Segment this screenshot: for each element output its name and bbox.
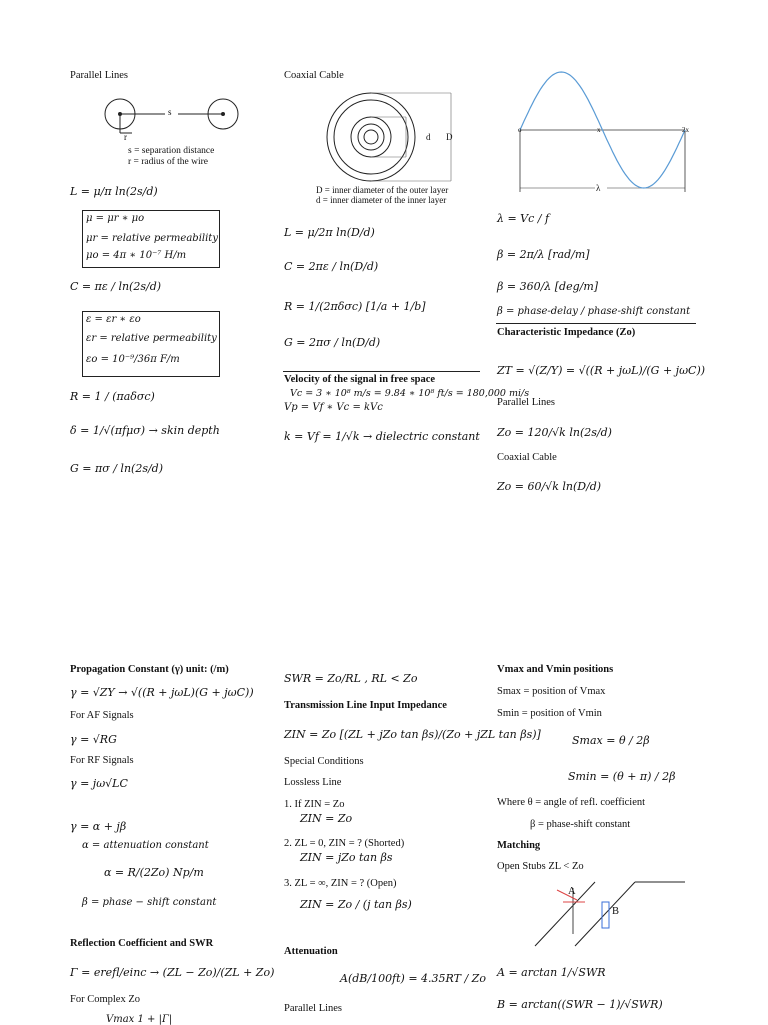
inductance-parallel-formula: L = μ/π ln(2s/d) bbox=[70, 185, 158, 198]
velocity-factor-formula: k = Vf = 1/√k → dielectric constant bbox=[284, 430, 480, 443]
open-stubs-label: Open Stubs ZL < Zo bbox=[497, 861, 584, 872]
swr-formula: SWR = Zo/RL , RL < Zo bbox=[284, 672, 418, 685]
matching-heading: Matching bbox=[497, 840, 541, 851]
rf-gamma-formula: γ = jω√LC bbox=[70, 777, 128, 790]
case-1-condition: 1. If ZIN = Zo bbox=[284, 799, 345, 810]
attenuation-heading: Attenuation bbox=[284, 946, 338, 957]
radius-definition: r = radius of the wire bbox=[128, 157, 209, 167]
attenuation-formula: A(dB/100ft) = 4.35RT / Zo bbox=[340, 972, 486, 985]
gamma-split-formula: γ = α + jβ bbox=[70, 820, 127, 833]
section-divider-col3 bbox=[496, 323, 696, 324]
eps-definition: ε = εr ∗ εo bbox=[86, 314, 141, 325]
propagation-constant-heading: Propagation Constant (γ) unit: (/m) bbox=[70, 664, 229, 675]
mu-o-definition: μo = 4π ∗ 10⁻⁷ H/m bbox=[86, 250, 187, 261]
inductance-coax-formula: L = μ/2π ln(D/d) bbox=[284, 226, 375, 239]
gamma-formula: γ = √ZY → √((R + jωL)(G + jωC)) bbox=[70, 686, 254, 699]
phase-velocity-formula: Vp = Vf ∗ Vc = kVc bbox=[284, 402, 383, 413]
outer-diameter-definition: D = inner diameter of the outer layer bbox=[316, 185, 449, 195]
sine-wave-figure bbox=[515, 68, 705, 198]
special-conditions-label: Special Conditions bbox=[284, 756, 364, 767]
characteristic-impedance-formula: ZT = √(Z/Y) = √((R + jωL)/(G + jωC)) bbox=[497, 364, 706, 377]
complex-zo-label: For Complex Zo bbox=[70, 994, 140, 1005]
inner-d-label: d bbox=[426, 132, 431, 142]
eps-o-definition: εo = 10⁻⁹/36π F/m bbox=[86, 354, 180, 365]
smax-formula: Smax = θ / 2β bbox=[572, 734, 650, 747]
lossless-line-label: Lossless Line bbox=[284, 777, 342, 788]
alpha-formula: α = R/(2Zo) Np/m bbox=[104, 866, 204, 879]
smin-definition: Smin = position of Vmin bbox=[497, 708, 602, 719]
stub-B-label: B bbox=[612, 906, 620, 917]
mu-r-definition: μr = relative permeability bbox=[86, 233, 218, 244]
smax-definition: Smax = position of Vmax bbox=[497, 686, 606, 697]
smin-formula: Smin = (θ + π) / 2β bbox=[568, 770, 676, 783]
wavelength-formula: λ = Vc / f bbox=[497, 212, 550, 225]
wave-half-label: x bbox=[597, 126, 601, 134]
section-divider bbox=[283, 371, 480, 372]
stub-A-formula: A = arctan 1/√SWR bbox=[497, 966, 606, 979]
rf-signals-label: For RF Signals bbox=[70, 755, 134, 766]
beta-definition: β = phase − shift constant bbox=[82, 897, 217, 908]
permeability-box bbox=[82, 210, 220, 268]
parallel-lines-label-col3: Parallel Lines bbox=[497, 397, 556, 408]
stub-A-label: A bbox=[568, 886, 576, 897]
wave-origin-label: o bbox=[518, 126, 522, 134]
reflection-coefficient-formula: Γ = erefl/einc → (ZL − Zo)/(ZL + Zo) bbox=[70, 966, 275, 979]
speed-of-light-formula: Vc = 3 ∗ 10⁸ m/s = 9.84 ∗ 10⁸ ft/s = 180,000 mi/s bbox=[290, 388, 530, 399]
separation-definition: s = separation distance bbox=[128, 146, 215, 156]
beta-rad-formula: β = 2π/λ [rad/m] bbox=[497, 248, 590, 261]
case-2-result: ZIN = jZo tan βs bbox=[300, 851, 393, 864]
capacitance-coax-formula: C = 2πε / ln(D/d) bbox=[284, 260, 379, 273]
mu-definition: μ = μr ∗ μo bbox=[86, 213, 145, 224]
beta-phase-definition: β = phase-delay / phase-shift constant bbox=[497, 306, 691, 317]
resistance-coax-formula: R = 1/(2πδσc) [1/a + 1/b] bbox=[284, 300, 426, 313]
stub-matching-figure bbox=[535, 878, 685, 948]
outer-D-label: D bbox=[446, 132, 453, 142]
input-impedance-heading: Transmission Line Input Impedance bbox=[284, 700, 447, 711]
vmax-vmin-heading: Vmax and Vmin positions bbox=[497, 664, 614, 675]
beta-phase-shift-label: β = phase-shift constant bbox=[530, 819, 631, 830]
conductance-parallel-formula: G = πσ / ln(2s/d) bbox=[70, 462, 164, 475]
zo-parallel-formula: Zo = 120/√k ln(2s/d) bbox=[497, 426, 612, 439]
characteristic-impedance-heading: Characteristic Impedance (Zo) bbox=[497, 327, 636, 338]
case-3-condition: 3. ZL = ∞, ZIN = ? (Open) bbox=[284, 878, 397, 889]
beta-deg-formula: β = 360/λ [deg/m] bbox=[497, 280, 599, 293]
af-signals-label: For AF Signals bbox=[70, 710, 134, 721]
wavelength-label: λ bbox=[596, 183, 601, 193]
reflection-heading: Reflection Coefficient and SWR bbox=[70, 938, 214, 949]
permittivity-box bbox=[82, 311, 220, 377]
case-1-result: ZIN = Zo bbox=[300, 812, 353, 825]
parallel-lines-label-bottom: Parallel Lines bbox=[284, 1003, 343, 1014]
conductance-coax-formula: G = 2πσ / ln(D/d) bbox=[284, 336, 381, 349]
inner-diameter-definition: d = inner diameter of the inner layer bbox=[316, 195, 447, 205]
coaxial-cable-heading: Coaxial Cable bbox=[284, 70, 344, 81]
eps-r-definition: εr = relative permeability bbox=[86, 333, 217, 344]
case-3-result: ZIN = Zo / (j tan βs) bbox=[300, 898, 412, 911]
stub-B-formula: B = arctan((SWR − 1)/√SWR) bbox=[497, 998, 663, 1011]
theta-definition: Where θ = angle of refl. coefficient bbox=[497, 797, 646, 808]
parallel-wires-figure bbox=[100, 95, 240, 145]
vmax-partial-formula: Vmax 1 + |Γ| bbox=[106, 1014, 173, 1025]
wave-full-label: 2x bbox=[682, 126, 689, 134]
resistance-parallel-formula: R = 1 / (πaδσc) bbox=[70, 390, 155, 403]
capacitance-parallel-formula: C = πε / ln(2s/d) bbox=[70, 280, 162, 293]
radius-label: r bbox=[124, 132, 127, 142]
parallel-lines-heading: Parallel Lines bbox=[70, 70, 129, 81]
zo-coax-formula: Zo = 60/√k ln(D/d) bbox=[497, 480, 602, 493]
case-2-condition: 2. ZL = 0, ZIN = ? (Shorted) bbox=[284, 838, 405, 849]
velocity-heading: Velocity of the signal in free space bbox=[284, 374, 436, 385]
input-impedance-formula: ZIN = Zo [(ZL + jZo tan βs)/(Zo + jZL tan βs)] bbox=[284, 728, 541, 741]
alpha-definition: α = attenuation constant bbox=[82, 840, 209, 851]
separation-label: s bbox=[168, 107, 172, 117]
skin-depth-formula: δ = 1/√(πfμσ) → skin depth bbox=[70, 424, 220, 437]
coaxial-cable-label-col3: Coaxial Cable bbox=[497, 452, 557, 463]
af-gamma-formula: γ = √RG bbox=[70, 733, 117, 746]
